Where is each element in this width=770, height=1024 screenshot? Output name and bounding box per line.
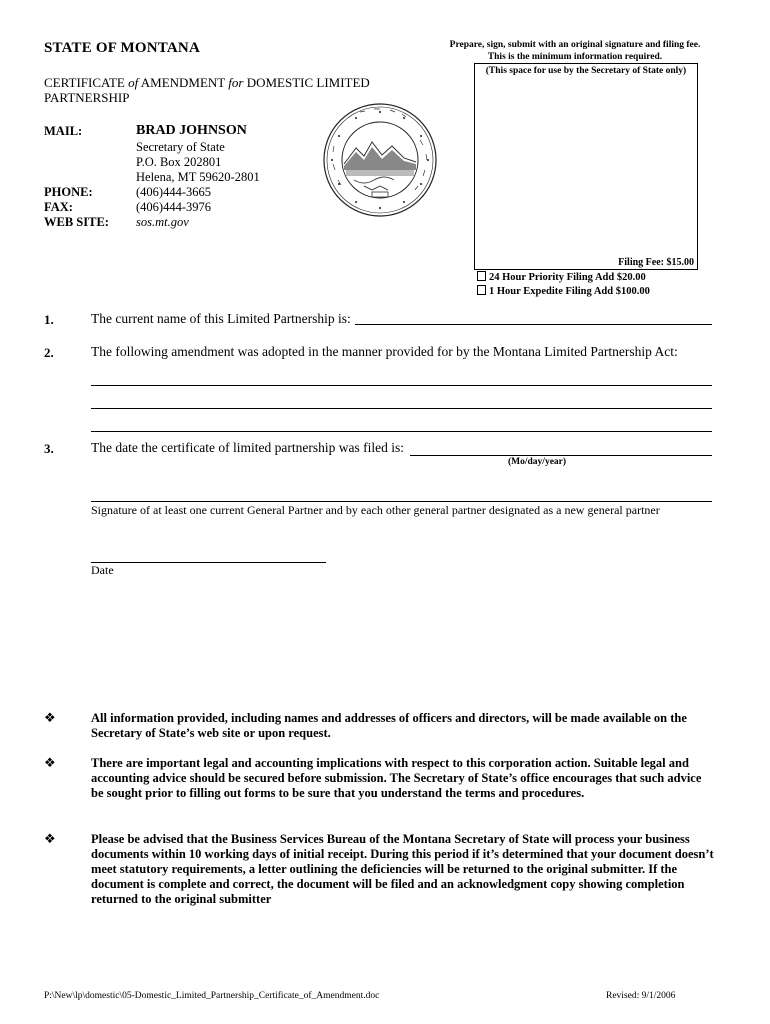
sos-box-note: (This space for use by the Secretary of State only)	[485, 66, 687, 76]
website-label: WEB SITE:	[44, 215, 109, 229]
state-title: STATE OF MONTANA	[44, 40, 200, 56]
secretary-title: Secretary of State	[136, 140, 225, 154]
date-label: Date	[91, 563, 114, 577]
expedite-label: 1 Hour Expedite Filing Add $100.00	[489, 286, 650, 297]
priority-label: 24 Hour Priority Filing Add $20.00	[489, 272, 646, 283]
note-3-bullet-icon: ❖	[44, 831, 56, 846]
expedite-option	[477, 285, 650, 297]
question-3-number: 3.	[44, 441, 54, 456]
signature-field[interactable]	[91, 501, 712, 502]
note-2-bullet-icon: ❖	[44, 755, 56, 770]
note-2-text: There are important legal and accounting implications with respect to this corporation action. Suitable legal and accounting advice should be secured before submission. The Secretary of State’s office encourages that such advice be sought prior to filling out forms to be sure that you understand the terms and procedures.	[91, 756, 702, 800]
priority-checkbox[interactable]	[477, 271, 486, 281]
sos-use-box	[474, 63, 698, 270]
cert-title-part2: AMENDMENT	[138, 75, 229, 90]
footer-file-path: P:\New\lp\domestic\05-Domestic_Limited_Partnership_Certificate_of_Amendment.doc	[44, 991, 380, 1001]
question-1-text: The current name of this Limited Partnership is:	[91, 311, 351, 326]
instructions-line1: Prepare, sign, submit with an original signature and filing fee.	[449, 40, 701, 50]
city-address: Helena, MT 59620-2801	[136, 170, 260, 184]
footer-revised-date: Revised: 9/1/2006	[606, 991, 676, 1001]
cert-title-of: of	[128, 75, 139, 90]
amendment-line-3[interactable]	[91, 431, 712, 432]
amendment-line-1[interactable]	[91, 385, 712, 386]
question-1-number: 1.	[44, 312, 54, 327]
expedite-checkbox[interactable]	[477, 285, 486, 295]
date-format-hint: (Mo/day/year)	[508, 457, 567, 467]
cert-title-for: for	[228, 75, 244, 90]
signature-label: Signature of at least one current General Partner and by each other general partner designated as a new general partner	[91, 503, 660, 517]
website-link[interactable]: sos.mt.gov	[136, 215, 189, 229]
po-box: P.O. Box 202801	[136, 155, 222, 169]
amendment-line-2[interactable]	[91, 408, 712, 409]
cert-title-part3: DOMESTIC LIMITED PARTNERSHIP	[44, 75, 370, 105]
note-1-bullet-icon: ❖	[44, 710, 56, 725]
question-2-text: The following amendment was adopted in the manner provided for by the Montana Limited Partnership Act:	[91, 344, 678, 359]
fax-label: FAX:	[44, 200, 73, 214]
question-3-text: The date the certificate of limited partnership was filed is:	[91, 440, 405, 455]
note-1-text: All information provided, including names and addresses of officers and directors, will be made available on the Secretary of State’s web site or upon request.	[91, 711, 687, 740]
phone-number: (406)444-3665	[136, 185, 211, 199]
partnership-name-field[interactable]	[355, 324, 712, 325]
mail-label: MAIL:	[44, 124, 83, 138]
date-signed-field[interactable]	[91, 562, 326, 563]
priority-option	[477, 271, 646, 283]
filing-instructions	[420, 40, 730, 63]
filing-date-field[interactable]	[410, 455, 712, 456]
filing-fee: Filing Fee: $15.00	[618, 257, 694, 268]
note-3-text: Please be advised that the Business Services Bureau of the Montana Secretary of State will process your business documents within 10 working days of initial receipt. During this period if it’s determined that your document doesn’t meet statutory requirements, a letter outlining the deficiencies will be returned to the original submitter. If the document is complete and correct, the document will be filed and an acknowledgment copy showing completion returned to the original submitter	[91, 832, 714, 906]
montana-seal-icon	[320, 100, 440, 220]
instructions-line2: This is the minimum information required.	[487, 51, 663, 62]
question-2-number: 2.	[44, 345, 54, 360]
phone-label: PHONE:	[44, 185, 93, 199]
cert-title-part1: CERTIFICATE	[44, 75, 129, 90]
fax-number: (406)444-3976	[136, 200, 211, 214]
secretary-name: BRAD JOHNSON	[136, 123, 247, 138]
